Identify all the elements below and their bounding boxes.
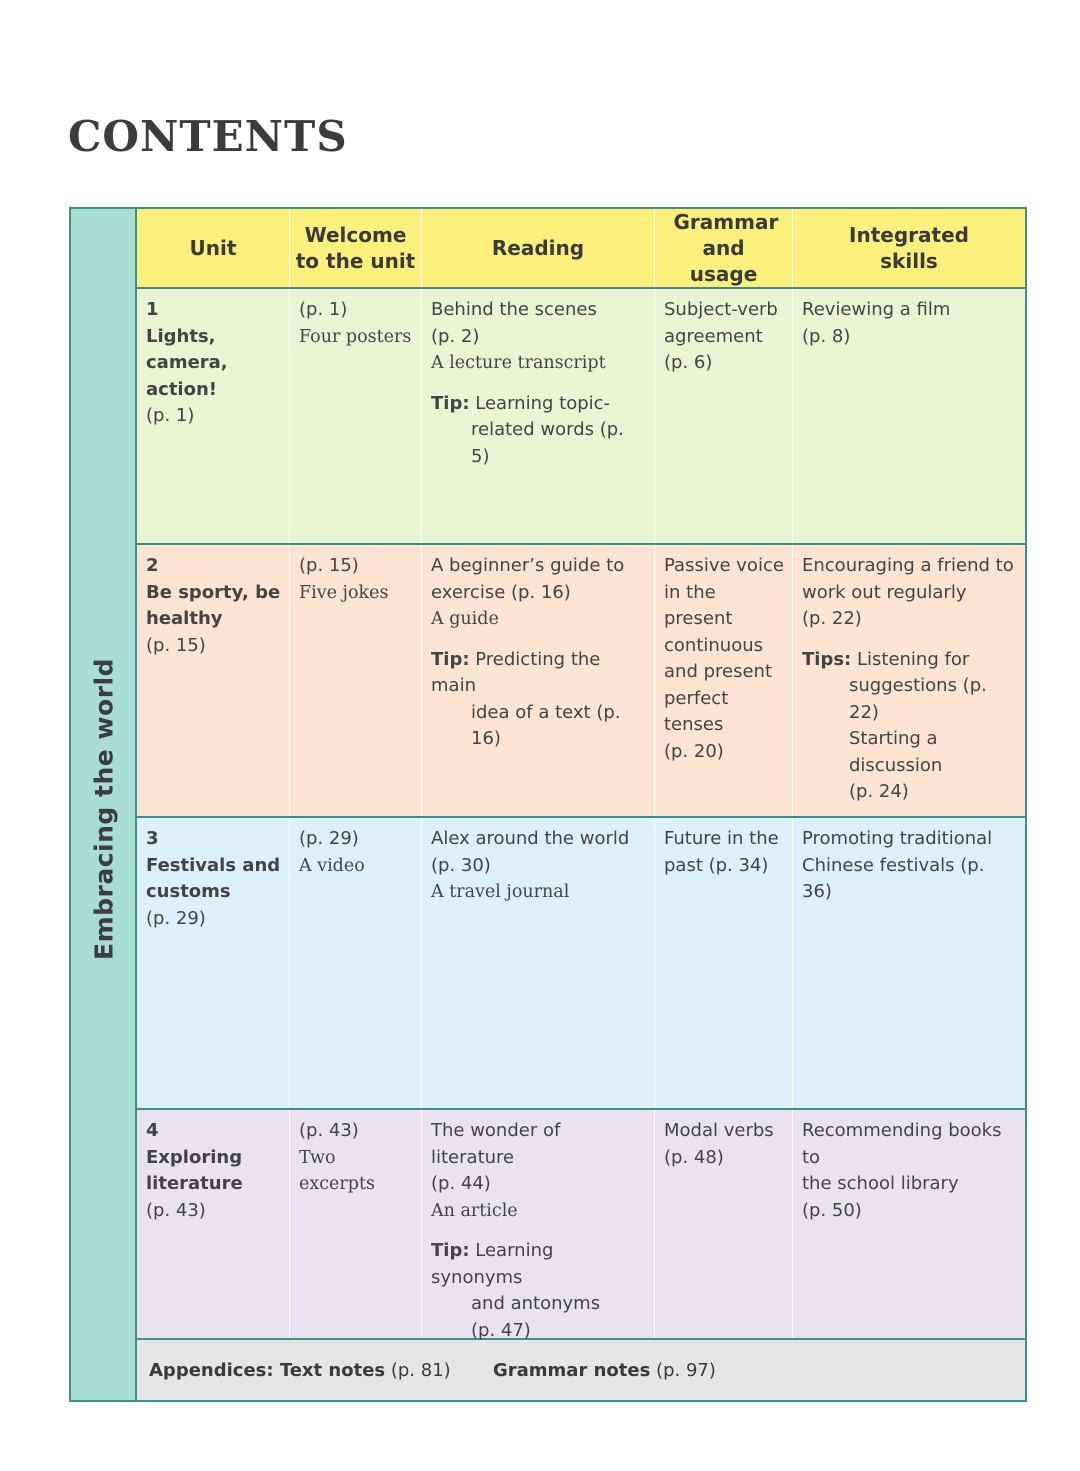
reading-page: (p. 44) — [431, 1173, 491, 1194]
grammar-cell — [655, 1110, 793, 1338]
reading-cell — [422, 1110, 655, 1341]
appendices-text-notes[interactable] — [149, 1340, 451, 1400]
grammar-line: and present — [664, 661, 773, 682]
reading-cell — [422, 545, 655, 816]
unit-number: 2 — [146, 555, 159, 576]
tip-line-1: Learning synonyms — [431, 1240, 554, 1288]
integrated-line: (p. 50) — [802, 1199, 862, 1221]
integrated-line: Chinese festivals (p. 36) — [802, 854, 985, 902]
unit-cell[interactable] — [137, 289, 290, 543]
unit-number: 1 — [146, 299, 159, 320]
reading-page: (p. 2) — [431, 325, 480, 347]
grammar-line: Modal verbs — [664, 1120, 774, 1141]
header-welcome — [290, 209, 422, 287]
grammar-line: Subject-verb — [664, 299, 778, 320]
welcome-page: (p. 1) — [299, 299, 348, 320]
tips-line-3: Starting a discussion — [849, 728, 943, 776]
grammar-line: past (p. 34) — [664, 854, 769, 876]
tip-line-2: related words (p. 5) — [471, 419, 624, 467]
contents-table — [69, 207, 1027, 1402]
unit-title: Exploring literature — [146, 1146, 243, 1194]
reading-tip — [431, 647, 646, 753]
unit-row-2 — [137, 545, 1025, 818]
tips-line-4: (p. 24) — [849, 781, 909, 802]
welcome-page: (p. 15) — [299, 555, 359, 576]
integrated-cell — [793, 818, 1025, 1108]
header-grammar-text: Grammar and usage — [673, 210, 779, 286]
reading-type: A guide — [431, 609, 499, 629]
welcome-text: Four posters — [299, 326, 412, 347]
integrated-line: (p. 8) — [802, 325, 851, 347]
unit-page: (p. 15) — [146, 634, 206, 656]
unit-number: 4 — [146, 1120, 159, 1141]
tips-line-1: Listening for — [856, 648, 970, 670]
tip-label: Tip: — [431, 392, 470, 414]
grammar-line: Passive voice — [664, 555, 784, 576]
grammar-cell — [655, 818, 793, 1108]
reading-type: An article — [431, 1200, 518, 1221]
unit-title: Lights, camera, action! — [146, 325, 228, 400]
welcome-cell — [290, 1110, 422, 1338]
tips-label: Tips: — [802, 648, 852, 670]
appendices-page: (p. 81) — [390, 1359, 451, 1381]
welcome-page: (p. 29) — [299, 828, 359, 849]
tip-label: Tip: — [431, 648, 470, 670]
integrated-line: work out regularly — [802, 581, 967, 603]
header-integrated — [793, 209, 1025, 287]
grammar-notes-label: Grammar notes — [493, 1359, 651, 1381]
welcome-cell — [290, 289, 422, 543]
appendices-row — [137, 1340, 1025, 1400]
unit-cell[interactable] — [137, 545, 290, 816]
tip-line-1: Predicting the main — [431, 648, 601, 696]
welcome-text: Five jokes — [299, 582, 389, 603]
unit-cell[interactable] — [137, 1110, 290, 1338]
grammar-line: continuous — [664, 634, 763, 656]
tip-line-1: Learning topic- — [475, 392, 611, 414]
welcome-text: Two excerpts — [299, 1147, 375, 1194]
grammar-cell — [655, 545, 793, 816]
grammar-notes-page: (p. 97) — [656, 1359, 716, 1381]
theme-sidebar — [71, 209, 137, 1400]
appendices-label: Appendices: Text notes — [149, 1359, 386, 1381]
reading-title: Alex around the world — [431, 828, 630, 849]
reading-title: Behind the scenes — [431, 299, 597, 320]
unit-cell[interactable] — [137, 818, 290, 1108]
integrated-cell — [793, 545, 1025, 816]
theme-label: Embracing the world — [89, 658, 119, 960]
grammar-line: in the present — [664, 581, 733, 629]
integrated-line: Promoting traditional — [802, 828, 993, 849]
reading-type: A travel journal — [431, 882, 570, 902]
integrated-line: (p. 22) — [802, 608, 862, 629]
grammar-line: (p. 20) — [664, 740, 724, 762]
header-row — [137, 209, 1025, 289]
reading-title: A beginner’s guide to — [431, 555, 625, 576]
header-welcome-text: Welcome to the unit — [295, 223, 416, 273]
tip-line-2: idea of a text (p. 16) — [471, 701, 621, 749]
unit-page: (p. 1) — [146, 405, 195, 426]
integrated-cell — [793, 289, 1025, 543]
tip-line-3: (p. 47) — [471, 1319, 531, 1341]
unit-page: (p. 43) — [146, 1199, 206, 1221]
reading-tip — [431, 391, 646, 471]
reading-tip — [431, 1238, 646, 1344]
unit-page: (p. 29) — [146, 907, 206, 929]
unit-row-4 — [137, 1110, 1025, 1340]
welcome-cell — [290, 545, 422, 816]
integrated-tips — [802, 647, 1017, 806]
appendices-grammar-notes[interactable] — [493, 1340, 716, 1400]
tip-line-2: and antonyms — [471, 1293, 601, 1314]
unit-title: Be sporty, be healthy — [146, 581, 281, 629]
grammar-line: agreement — [664, 325, 763, 347]
welcome-page: (p. 43) — [299, 1120, 359, 1141]
header-grammar — [655, 209, 793, 287]
unit-row-1 — [137, 289, 1025, 545]
welcome-text: A video — [299, 855, 365, 876]
grammar-line: (p. 6) — [664, 352, 713, 373]
reading-type: A lecture transcript — [431, 353, 606, 373]
integrated-line: Encouraging a friend to — [802, 555, 1014, 576]
reading-page: exercise (p. 16) — [431, 581, 571, 603]
reading-cell — [422, 289, 655, 543]
reading-cell — [422, 818, 655, 1108]
grammar-line: (p. 48) — [664, 1146, 724, 1168]
header-unit: Unit — [137, 209, 290, 287]
page-title: CONTENTS — [68, 112, 348, 161]
unit-title: Festivals and customs — [146, 854, 281, 902]
integrated-line: the school library — [802, 1173, 959, 1194]
reading-page: (p. 30) — [431, 854, 491, 876]
integrated-line: Reviewing a film — [802, 299, 951, 320]
header-reading: Reading — [422, 209, 655, 287]
grammar-line: perfect tenses — [664, 687, 729, 735]
integrated-line: Recommending books to — [802, 1120, 1002, 1168]
unit-row-3 — [137, 818, 1025, 1110]
header-integrated-text: Integrated skills — [849, 223, 969, 273]
tips-line-2: suggestions (p. 22) — [849, 675, 987, 723]
integrated-cell — [793, 1110, 1025, 1338]
tip-label: Tip: — [431, 1240, 470, 1261]
grammar-cell — [655, 289, 793, 543]
unit-number: 3 — [146, 828, 159, 849]
welcome-cell — [290, 818, 422, 1108]
reading-title: The wonder of literature — [431, 1120, 561, 1168]
grammar-line: Future in the — [664, 828, 779, 849]
